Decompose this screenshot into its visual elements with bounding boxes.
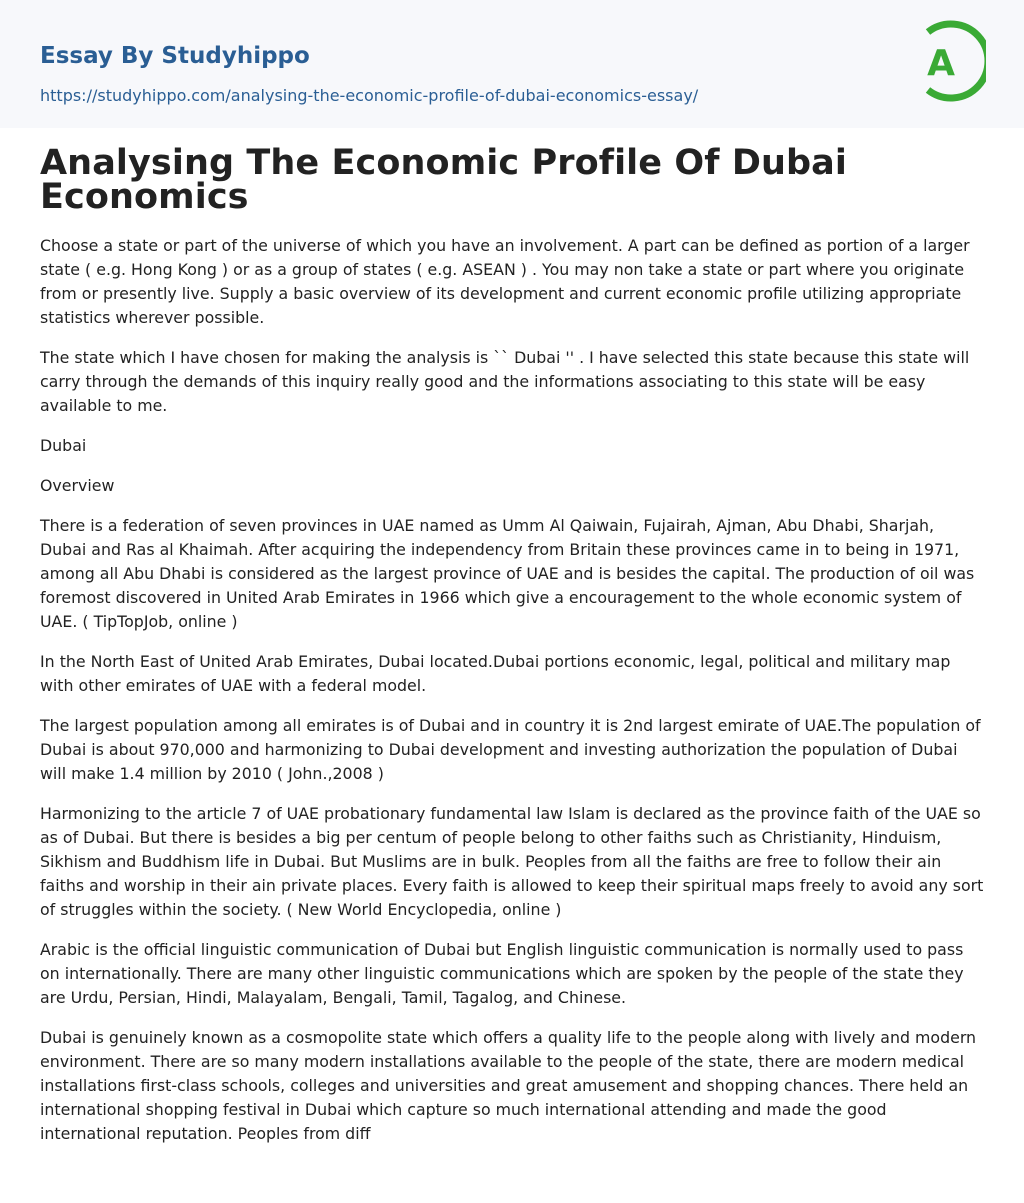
essay-paragraph: In the North East of United Arab Emirates, Dubai located.Dubai portions economic, legal, political and military map with other emirates of UAE with a federal model.	[40, 652, 951, 695]
essay-paragraph: There is a federation of seven provinces in UAE named as Umm Al Qaiwain, Fujairah, Ajman, Abu Dhabi, Sharjah, Dubai and Ras al Khaimah. After acquiring the independency from Britain these provinces came in to being in 1971, among all Abu Dhabi is considered as the largest province of UAE and is besides the capital. The production of oil was foremost discovered in United Arab Emirates in 1966 which give a encouragement to the whole economic system of UAE. ( TipTopJob, online )	[40, 516, 975, 631]
studyhippo-logo-icon[interactable]	[914, 18, 986, 104]
page-url-link[interactable]: https://studyhippo.com/analysing-the-economic-profile-of-dubai-economics-essay/	[40, 86, 699, 105]
essay-paragraph: Choose a state or part of the universe of which you have an involvement. A part can be defined as portion of a larger state ( e.g. Hong Kong ) or as a group of states ( e.g. ASEAN ) . You may non take a state or part where you originate from or presently live. Supply a basic overview of its development and current economic profile utilizing appropriate statistics wherever possible.	[40, 236, 970, 327]
essay-title: Analysing The Economic Profile Of Dubai Economics	[40, 143, 848, 217]
site-header	[0, 0, 1024, 128]
essay-paragraph: The state which I have chosen for making the analysis is `` Dubai '' . I have selected this state because this state will carry through the demands of this inquiry really good and the informations associating to this state will be easy available to me.	[40, 348, 970, 415]
essay-paragraph: Harmonizing to the article 7 of UAE probationary fundamental law Islam is declared as the province faith of the UAE so as of Dubai. But there is besides a big per centum of people belong to other faiths such as Christianity, Hinduism, Sikhism and Buddhism life in Dubai. But Muslims are in bulk. Peoples from all the faiths are free to follow their ain faiths and worship in their ain private places. Every faith is allowed to keep their spiritual maps freely to avoid any sort of struggles within the society. ( New World Encyclopedia, online )	[40, 804, 984, 919]
essay-paragraph: Arabic is the official linguistic communication of Dubai but English linguistic communication is normally used to pass on internationally. There are many other linguistic communications which are spoken by the people of the state they are Urdu, Persian, Hindi, Malayalam, Bengali, Tamil, Tagalog, and Chinese.	[40, 940, 964, 1007]
essay-paragraph: The largest population among all emirates is of Dubai and in country it is 2nd largest emirate of UAE.The population of Dubai is about 970,000 and harmonizing to Dubai development and investing authorization the population of Dubai will make 1.4 million by 2010 ( John.,2008 )	[40, 716, 981, 783]
essay-paragraph: Dubai is genuinely known as a cosmopolite state which offers a quality life to the people along with lively and modern environment. There are so many modern installations available to the people of the state, there are modern medical installations first-class schools, colleges and universities and great amusement and shopping chances. There held an international shopping festival in Dubai which capture so much international attending and made the good international reputation. Peoples from diff	[40, 1028, 977, 1143]
logo-letter: A	[927, 43, 955, 84]
site-brand[interactable]: Essay By Studyhippo	[40, 43, 310, 69]
section-heading-dubai: Dubai	[40, 436, 87, 455]
essay-content	[0, 128, 1024, 1146]
section-heading-overview: Overview	[40, 476, 115, 495]
